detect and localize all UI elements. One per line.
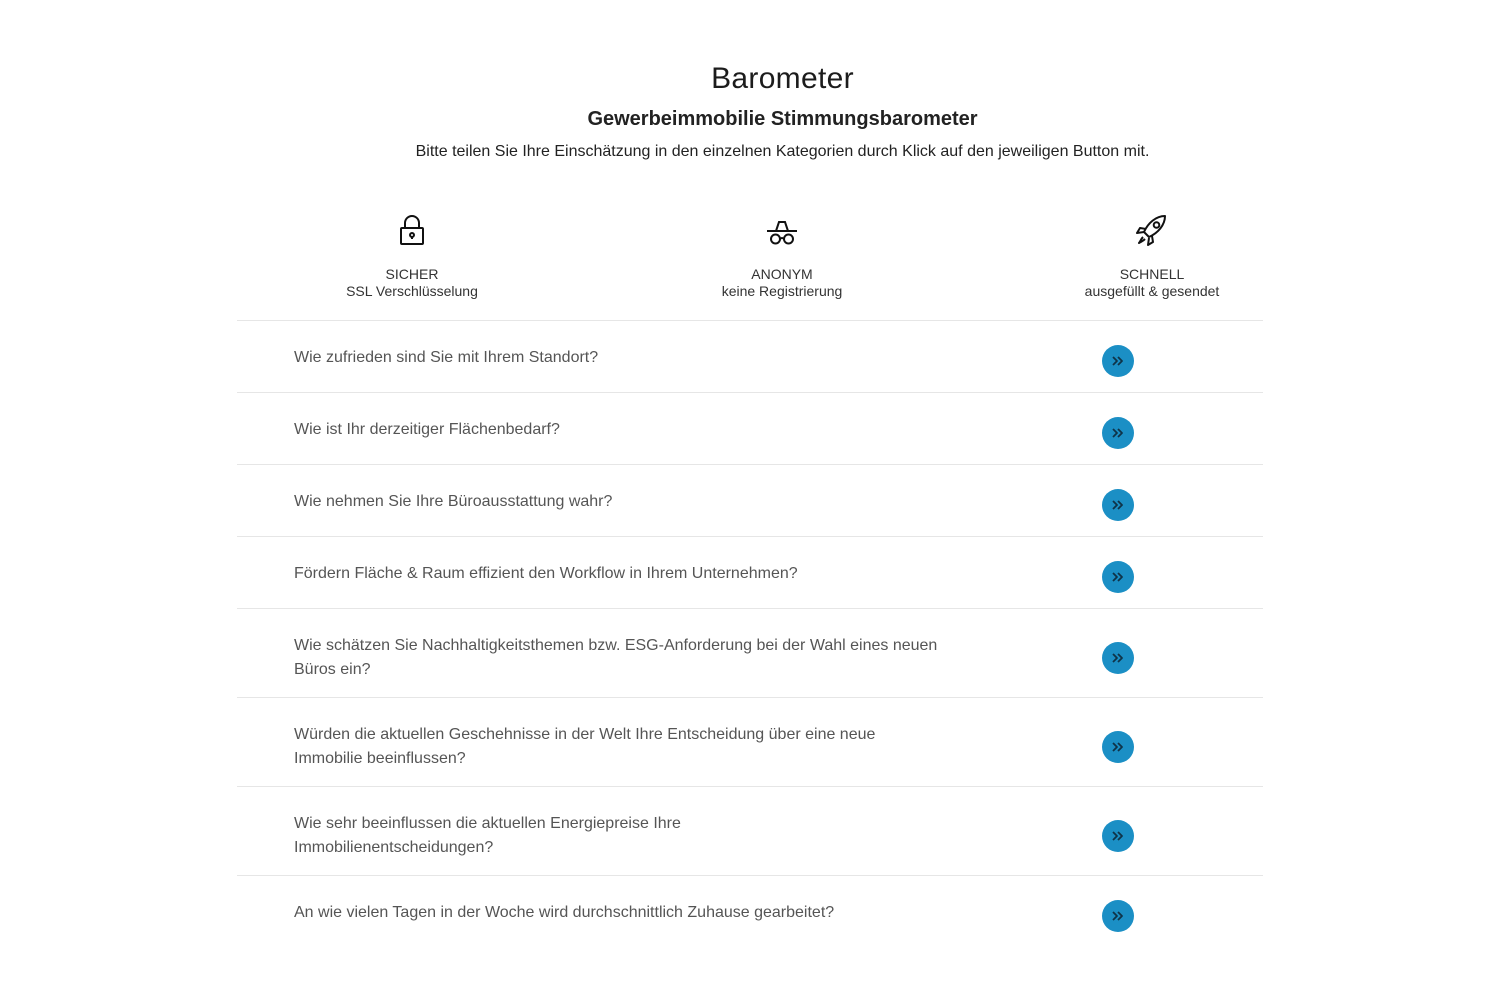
question-row: [237, 786, 1263, 875]
rocket-icon: [1134, 212, 1170, 248]
answer-button[interactable]: [1102, 820, 1134, 852]
answer-button[interactable]: [1102, 561, 1134, 593]
double-chevron-right-icon: [1110, 353, 1126, 369]
answer-button[interactable]: [1102, 345, 1134, 377]
lock-icon: [394, 212, 430, 248]
question-text: Wie sehr beeinflussen die aktuellen Energiepreise Ihre Immobilienentscheidungen?: [294, 815, 681, 856]
answer-button[interactable]: [1102, 642, 1134, 674]
page-title: Barometer: [711, 62, 854, 95]
feature-fast: [1032, 212, 1272, 300]
question-row: [237, 608, 1263, 697]
question-text: Wie nehmen Sie Ihre Büroausstattung wahr?: [294, 493, 613, 510]
question-row: [237, 536, 1263, 608]
feature-anonymous: [662, 212, 902, 300]
intro-text: Bitte teilen Sie Ihre Einschätzung in den einzelnen Kategorien durch Klick auf den jeweiligen Button mit.: [415, 143, 1150, 160]
double-chevron-right-icon: [1110, 908, 1126, 924]
page-subtitle: Gewerbeimmobilie Stimmungsbarometer: [587, 108, 978, 130]
answer-button[interactable]: [1102, 417, 1134, 449]
question-text: Wie ist Ihr derzeitiger Flächenbedarf?: [294, 421, 560, 438]
feature-subtitle: ausgefüllt & gesendet: [1084, 283, 1220, 299]
double-chevron-right-icon: [1110, 828, 1126, 844]
feature-title: SCHNELL: [1119, 266, 1185, 282]
answer-button[interactable]: [1102, 489, 1134, 521]
question-list: [237, 320, 1263, 955]
incognito-icon: [764, 212, 800, 248]
question-text: Fördern Fläche & Raum effizient den Workflow in Ihrem Unternehmen?: [294, 565, 798, 582]
question-text: Wie zufrieden sind Sie mit Ihrem Standort?: [294, 349, 599, 366]
double-chevron-right-icon: [1110, 497, 1126, 513]
double-chevron-right-icon: [1110, 739, 1126, 755]
answer-button[interactable]: [1102, 731, 1134, 763]
answer-button[interactable]: [1102, 900, 1134, 932]
double-chevron-right-icon: [1110, 569, 1126, 585]
feature-secure: [292, 212, 532, 300]
double-chevron-right-icon: [1110, 425, 1126, 441]
question-row: [237, 392, 1263, 464]
question-text: Würden die aktuellen Geschehnisse in der Welt Ihre Entscheidung über eine neue Immobilie beeinflussen?: [294, 726, 876, 767]
question-row: [237, 697, 1263, 786]
question-text: Wie schätzen Sie Nachhaltigkeitsthemen bzw. ESG-Anforderung bei der Wahl eines neuen Büros ein?: [294, 637, 938, 678]
question-row: [237, 320, 1263, 392]
question-text: An wie vielen Tagen in der Woche wird durchschnittlich Zuhause gearbeitet?: [294, 904, 835, 921]
feature-subtitle: keine Registrierung: [721, 283, 843, 299]
double-chevron-right-icon: [1110, 650, 1126, 666]
question-row: [237, 464, 1263, 536]
feature-title: SICHER: [385, 266, 439, 282]
question-row: [237, 875, 1263, 955]
feature-title: ANONYM: [751, 266, 813, 282]
feature-subtitle: SSL Verschlüsselung: [346, 283, 478, 299]
